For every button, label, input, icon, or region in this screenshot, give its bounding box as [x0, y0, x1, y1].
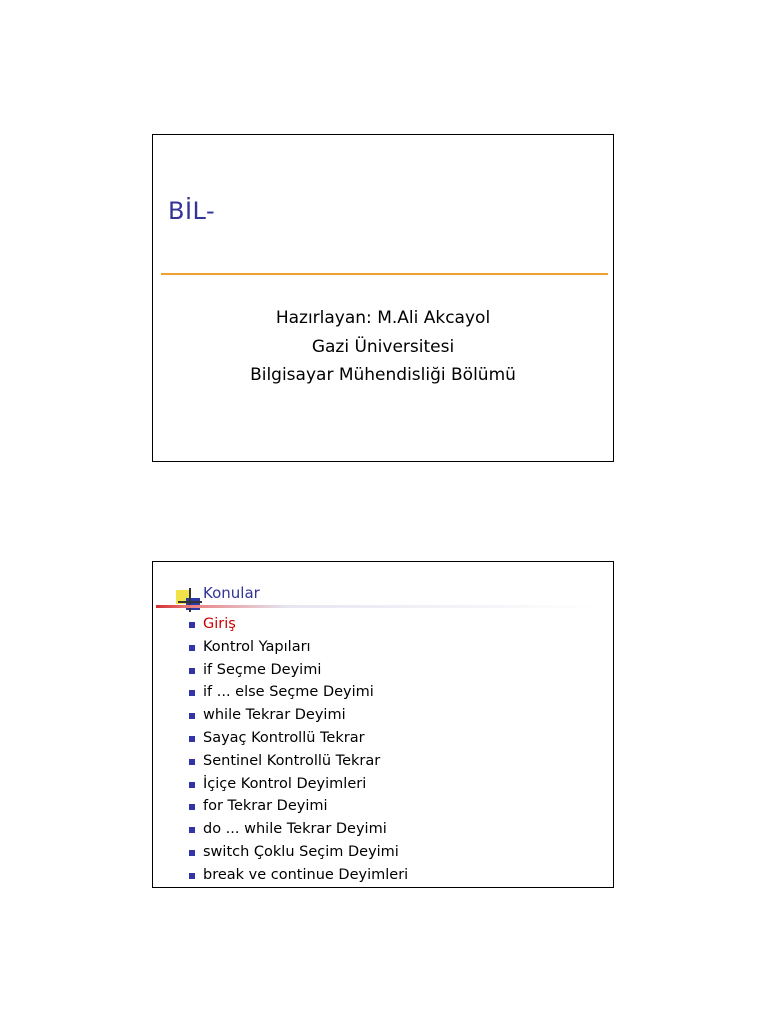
department-line: Bilgisayar Mühendisliği Bölümü: [250, 365, 516, 385]
topics-slide: [152, 561, 614, 888]
square-bullet-icon: [189, 782, 195, 788]
slide-title: BİL-: [168, 197, 216, 225]
square-bullet-icon: [189, 622, 195, 628]
square-bullet-icon: [189, 736, 195, 742]
list-item: Kontrol Yapıları: [189, 636, 408, 659]
square-bullet-icon: [189, 850, 195, 856]
topic-list: [189, 613, 408, 887]
square-bullet-icon: [189, 713, 195, 719]
square-bullet-icon: [189, 645, 195, 651]
square-bullet-icon: [189, 668, 195, 674]
square-bullet-icon: [189, 759, 195, 765]
title-slide: [152, 134, 614, 462]
square-bullet-icon: [189, 827, 195, 833]
list-item: for Tekrar Deyimi: [189, 795, 408, 818]
list-item: while Tekrar Deyimi: [189, 704, 408, 727]
list-item: do ... while Tekrar Deyimi: [189, 818, 408, 841]
square-bullet-icon: [189, 804, 195, 810]
square-bullet-icon: [189, 690, 195, 696]
university-line: Gazi Üniversitesi: [311, 336, 455, 357]
list-item: İçiçe Kontrol Deyimleri: [189, 773, 408, 796]
square-bullet-icon: [189, 873, 195, 879]
title-divider: [161, 273, 608, 275]
list-item: Sentinel Kontrollü Tekrar: [189, 750, 408, 773]
list-item: Giriş: [189, 613, 408, 636]
author-line: Hazırlayan: M.Ali Akcayol: [275, 308, 491, 328]
heading-decoration-icon: [156, 588, 206, 612]
list-item: Sayaç Kontrollü Tekrar: [189, 727, 408, 750]
author-block: [153, 304, 613, 390]
list-item: if Seçme Deyimi: [189, 659, 408, 682]
list-item: switch Çoklu Seçim Deyimi: [189, 841, 408, 864]
slide-heading: Konular: [203, 584, 260, 602]
list-item: if ... else Seçme Deyimi: [189, 681, 408, 704]
heading-underline: [156, 605, 596, 608]
list-item: break ve continue Deyimleri: [189, 864, 408, 887]
